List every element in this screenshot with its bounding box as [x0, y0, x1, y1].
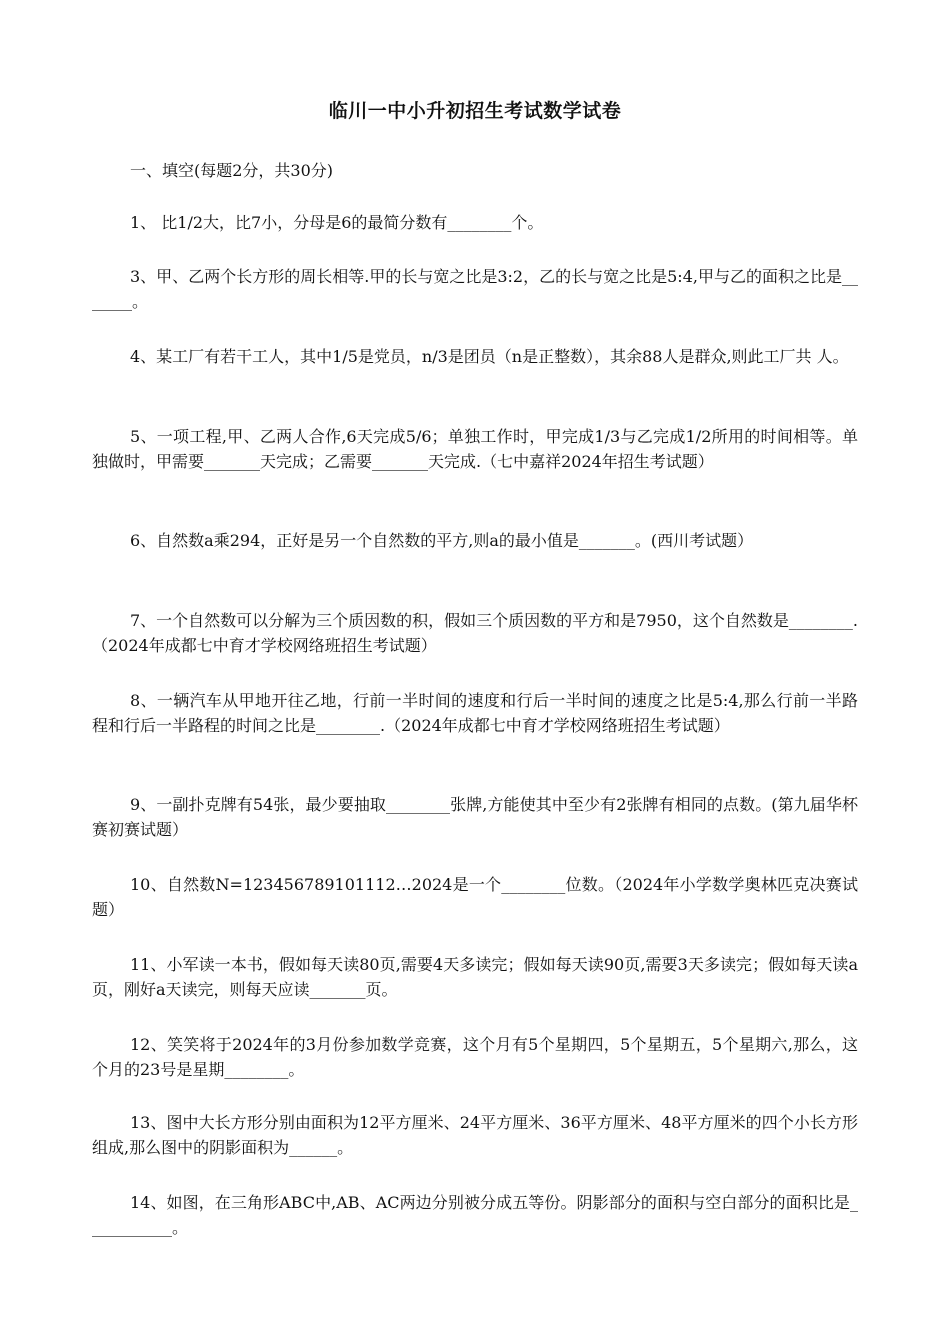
question-6: 6、自然数a乘294，正好是另一个自然数的平方,则a的最小值是_______。(西川考试题）	[130, 531, 754, 550]
question-7: 7、一个自然数可以分解为三个质因数的积，假如三个质因数的平方和是7950，这个自然数是________.（2024年成都七中育才学校网络班招生考试题）	[92, 611, 858, 655]
question-1: 1、 比1/2大，比7小，分母是6的最简分数有________个。	[130, 213, 544, 232]
question-3: 3、甲、乙两个长方形的周长相等.甲的长与宽之比是3:2，乙的长与宽之比是5:4,甲与乙的面积之比是_______。	[92, 267, 858, 311]
question-14: 14、如图，在三角形ABC中,AB、AC两边分别被分成五等份。阴影部分的面积与空白部分的面积比是___________。	[92, 1193, 858, 1237]
question-13: 13、图中大长方形分别由面积为12平方厘米、24平方厘米、36平方厘米、48平方厘米的四个小长方形组成,那么图中的阴影面积为______。	[92, 1113, 858, 1157]
question-11: 11、小军读一本书，假如每天读80页,需要4天多读完；假如每天读90页,需要3天多读完；假如每天读a页，刚好a天读完，则每天应读_______页。	[92, 955, 858, 999]
section-heading: 一、填空(每题2分，共30分)	[130, 161, 334, 180]
question-5: 5、一项工程,甲、乙两人合作,6天完成5/6；单独工作时，甲完成1/3与乙完成1/2所用的时间相等。单独做时，甲需要_______天完成；乙需要_______天完成.（七中嘉祥2024年招生考试题）	[92, 427, 858, 471]
question-8: 8、一辆汽车从甲地开往乙地，行前一半时间的速度和行后一半时间的速度之比是5:4,那么行前一半路程和行后一半路程的时间之比是________.（2024年成都七中育才学校网络班招生考试题）	[92, 691, 858, 735]
question-9: 9、一副扑克牌有54张，最少要抽取________张牌,方能使其中至少有2张牌有相同的点数。(第九届华杯赛初赛试题）	[92, 795, 858, 839]
question-10: 10、自然数N=123456789101112…2024是一个________位数。（2024年小学数学奥林匹克决赛试题）	[92, 875, 858, 919]
exam-title: 临川一中小升初招生考试数学试卷	[328, 100, 622, 122]
question-12: 12、笑笑将于2024年的3月份参加数学竞赛，这个月有5个星期四，5个星期五，5个星期六,那么，这个月的23号是星期________。	[92, 1035, 858, 1079]
question-4: 4、某工厂有若干工人，其中1/5是党员，n/3是团员（n是正整数），其余88人是群众,则此工厂共 人。	[130, 347, 849, 366]
